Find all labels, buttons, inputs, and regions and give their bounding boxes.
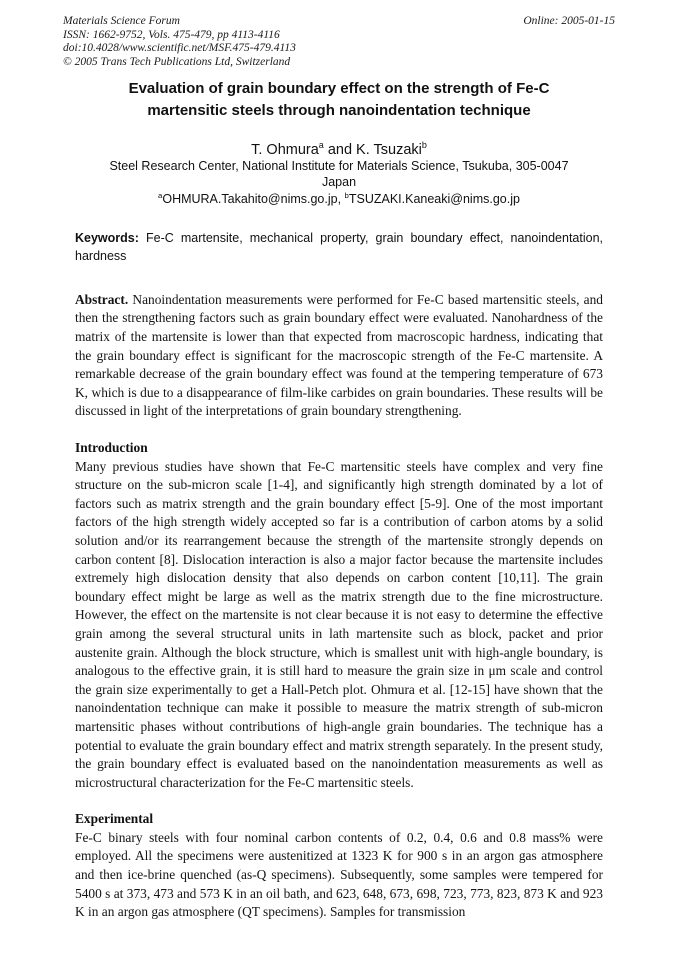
authors-joiner: and: [323, 141, 357, 158]
section-heading-experimental: Experimental: [75, 811, 154, 827]
abstract-paragraph: [75, 291, 603, 421]
doi-line: doi:10.4028/www.scientific.net/MSF.475-479.4113: [63, 42, 296, 55]
emails-line: [63, 191, 615, 208]
email-2-superscript: b: [344, 190, 349, 200]
section-heading-introduction: Introduction: [75, 440, 148, 455]
abstract-text: Nanoindentation measurements were performed for Fe-C based martensitic steels, and then the strengthening factors such as grain boundary effect were evaluated. Nanohardness of the matrix of the martensite is lower than that expected from macroscopic hardness, indicating that the grain boundary effect is significant for the macroscopic strength of the Fe-C martensite. A remarkable decrease of the grain boundary effect was found at the tempering temperature of 673 K, which is due to a disappearance of film-like carbides on grain boundaries. These results will be discussed in light of the interpretations of grain boundary strengthening.: [75, 291, 603, 419]
email-2-address: TSUZAKI.Kaneaki@nims.go.jp: [348, 191, 520, 206]
keywords-text: Fe-C martensite, mechanical property, grain boundary effect, nanoindentation, hardness: [75, 231, 603, 264]
authors-line: [63, 142, 615, 158]
section-body-introduction: Many previous studies have shown that Fe-C martensitic steels have complex and very fine structure on the sub-micron scale [1-4], and significantly high strength dominated by a lot of factors such as matrix strength and the grain boundary effect [5-9]. One of the most important factors of the high strength widely accepted so far is a contribution of carbon atoms by a solid solution and/or its rearrangement because the strength of the martensite strongly depends on carbon content [8]. Dislocation interaction is also a major factor because the martensite includes extremely high dislocation density that also depends on carbon content [10,11]. The grain boundary effect might be large as well as the matrix strength due to the fine microstructure. However, the effect on the martensite is not clear because it is not easy to determine the effective grain among the several structural units in lath martensite such as block, packet and prior austenite grain. Although the block structure, which is smallest unit with high-angle boundary, is analogous to the effective grain, it is still hard to measure the grain size in μm scale and control the grain size experimentally to get a Hall-Petch plot. Ohmura et al. [12-15] have shown that the nanoindentation technique can make it possible to measure the matrix strength of sub-micron martensitic phases without contributions of high-angle grain boundaries. The technique has a potential to evaluate the grain boundary effect and matrix strength separately. In the present study, the grain boundary effect is evaluated based on the nanoindentation measurements as well as microstructural characterization for the Fe-C martensitic steels.: [75, 458, 603, 790]
affiliation-line-1: Steel Research Center, National Institute for Materials Science, Tsukuba, 305-0047: [109, 158, 569, 173]
abstract-label: Abstract.: [75, 291, 129, 307]
section-body-experimental: Fe-C binary steels with four nominal carbon contents of 0.2, 0.4, 0.6 and 0.8 mass% were employed. All the specimens were austenitized at 1323 K for 900 s in an argon gas atmosphere and then ice-brine quenched (as-Q specimens). Subsequently, some samples were tempered for 5400 s at 373, 473 and 573 K in an oil bath, and 623, 648, 673, 698, 723, 773, 823, 873 K and 923 K in an argon gas atmosphere (QT specimens). Samples for transmission: [75, 829, 603, 920]
online-date: Online: 2005-01-15: [523, 15, 615, 27]
journal-name: Materials Science Forum: [63, 15, 180, 27]
email-1-address: OHMURA.Takahito@nims.go.jp,: [162, 191, 345, 206]
author-1-superscript: a: [318, 140, 324, 151]
publication-header: [63, 15, 615, 69]
author-2-superscript: b: [421, 140, 427, 151]
keywords-label: Keywords:: [75, 231, 139, 246]
keywords-paragraph: [75, 230, 603, 266]
affiliation-line-2: Japan: [321, 175, 357, 190]
copyright-line: © 2005 Trans Tech Publications Ltd, Switzerland: [63, 55, 291, 68]
author-2-name: K. Tsuzaki: [356, 141, 422, 158]
author-1-name: T. Ohmura: [251, 141, 319, 158]
issn-line: ISSN: 1662-9752, Vols. 475-479, pp 4113-4116: [63, 28, 280, 41]
paper-title: Evaluation of grain boundary effect on the strength of Fe-C martensitic steels through nanoindentation technique: [128, 80, 550, 119]
email-1-superscript: a: [158, 190, 163, 200]
